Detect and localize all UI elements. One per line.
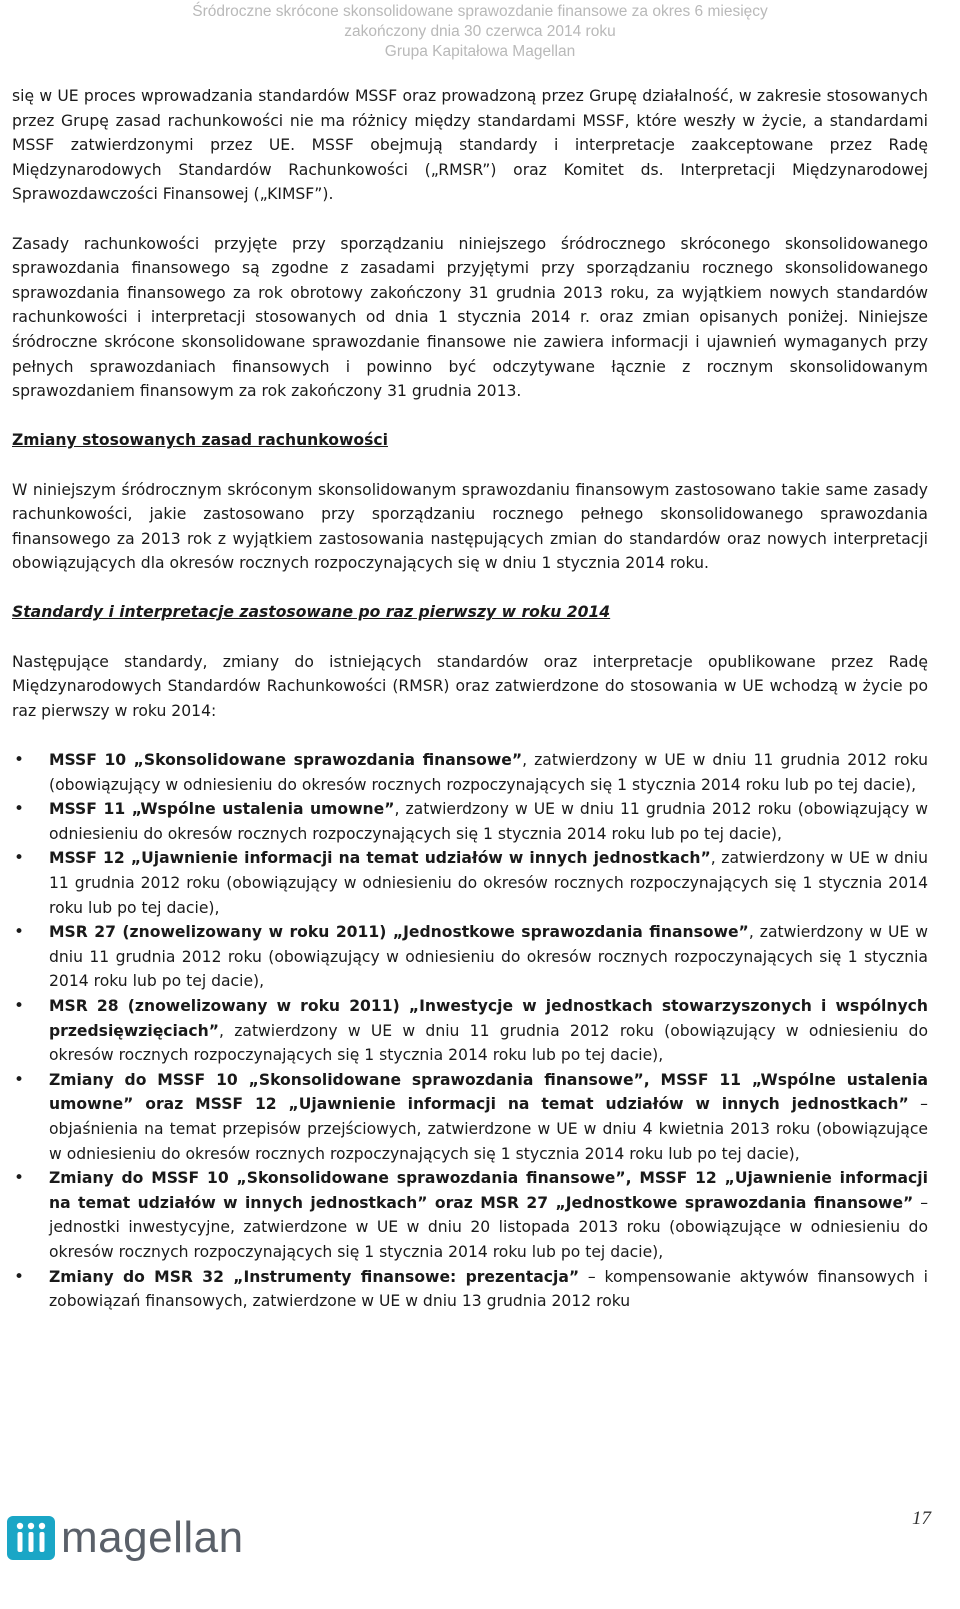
- principles-paragraph: Zasady rachunkowości przyjęte przy sporządzaniu niniejszego śródrocznego skróconego skonsolidowanego sprawozdania finansowego są zgodne z zasadami przyjętymi przy sporządzaniu rocznego skonsolidowanego sprawozdania finansowego za rok obrotowy zakończony 31 grudnia 2013 roku, za wyjątkiem nowych standardów rachunkowości i interpretacji stosowanych od dnia 1 stycznia 2014 r. oraz zmian opisanych poniżej. Niniejsze śródroczne skrócone skonsolidowane sprawozdanie finansowe nie zawiera informacji i ujawnień wymaganych przy pełnych sprawozdaniach finansowych i powinno być odczytywane łącznie z rocznym skonsolidowanym sprawozdaniem finansowym za rok zakończony 31 grudnia 2013.: [12, 234, 928, 401]
- intro-paragraph: się w UE proces wprowadzania standardów MSSF oraz prowadzoną przez Grupę działalność, w zakresie stosowanych przez Grupę zasad rachunkowości nie ma różnicy między standardami MSSF, które weszły w życie, a standardami MSSF zatwierdzonymi przez UE. MSSF obejmują standardy i interpretacje zaakceptowane przez Radę Międzynarodowych Standardów Rachunkowości („RMSR”) oraz Komitet ds. Interpretacji Międzynarodowej Sprawozdawczości Finansowej („KIMSF”).: [12, 87, 928, 204]
- standards-intro: Następujące standardy, zmiany do istniejących standardów oraz interpretacje opublikowane przez Radę Międzynarodowych Standardów Rachunkowości (RMSR) oraz zatwierdzone do stosowania w UE wchodzą w życie po raz pierwszy w roku 2014:: [12, 652, 928, 720]
- header-company: Grupa Kapitałowa Magellan: [384, 43, 576, 60]
- standard-name: MSSF 11 „Wspólne ustalenia umowne”: [49, 800, 395, 819]
- standard-name: MSSF 10 „Skonsolidowane sprawozdania finansowe”: [49, 751, 523, 770]
- standard-name: MSR 27 (znowelizowany w roku 2011) „Jednostkowe sprawozdania finansowe”: [49, 923, 749, 942]
- standard-details: , zatwierdzony w UE w dniu 11 grudnia 2012 roku (obowiązujący w odniesieniu do okresów rocznych rozpoczynających się 1 stycznia 2014 roku lub po tej dacie),: [49, 1021, 928, 1065]
- standard-name: Zmiany do MSSF 10 „Skonsolidowane sprawozdania finansowe”, MSSF 12 „Ujawnienie informacji na temat udziałów w innych jednostkach” oraz MSR 27 „Jednostkowe sprawozdania finansowe”: [49, 1169, 928, 1212]
- magellan-logo-text: magellan: [61, 1513, 244, 1562]
- standard-details: – objaśnienia na temat przepisów przejściowych, zatwierdzone w UE w dniu 4 kwietnia 2013 roku (obowiązujące w odniesieniu do okresów rocznych rozpoczynających się 1 stycznia 2014 roku lub po tej dacie),: [49, 1095, 928, 1163]
- magellan-logo: [7, 1513, 244, 1562]
- standard-details: , zatwierdzony w UE w dniu 11 grudnia 2012 roku (obowiązujący w odniesieniu do okresów rocznych rozpoczynających się 1 stycznia 2014 roku lub po tej dacie),: [49, 923, 928, 991]
- standard-name: MSR 28 (znowelizowany w roku 2011) „Inwestycje w jednostkach stowarzyszonych i wspólnych przedsięwzięciach”: [49, 996, 928, 1040]
- magellan-logo-icon: [7, 1516, 55, 1560]
- list-item: [12, 846, 928, 920]
- standard-details: , zatwierdzony w UE w dniu 11 grudnia 2012 roku (obowiązujący w odniesieniu do okresów rocznych rozpoczynających się 1 stycznia 2014 roku lub po tej dacie),: [49, 800, 928, 843]
- standard-details: , zatwierdzony w UE w dniu 11 grudnia 2012 roku (obowiązujący w odniesieniu do okresów rocznych rozpoczynających się 1 stycznia 2014 roku lub po tej dacie),: [49, 751, 928, 794]
- changes-heading: Zmiany stosowanych zasad rachunkowości: [12, 431, 388, 450]
- changes-paragraph: W niniejszym śródrocznym skróconym skonsolidowanym sprawozdaniu finansowym zastosowano takie same zasady rachunkowości, jakie zastosowano przy sporządzaniu rocznego pełnego skonsolidowanego sprawozdania finansowego za 2013 rok z wyjątkiem zastosowania następujących zmian do standardów oraz nowych interpretacji obowiązujących dla okresów rocznych rozpoczynających się w dniu 1 stycznia 2014 roku.: [12, 480, 928, 573]
- list-item: [12, 1265, 928, 1314]
- list-item: [12, 920, 928, 994]
- list-item: [12, 1068, 928, 1166]
- standard-name: Zmiany do MSSF 10 „Skonsolidowane sprawozdania finansowe”, MSSF 11 „Wspólne ustalenia umowne” oraz MSSF 12 „Ujawnienie informacji na temat udziałów w innych jednostkach”: [49, 1070, 928, 1114]
- list-item: [12, 994, 928, 1068]
- standards-list: [12, 748, 928, 1314]
- list-item: [12, 797, 928, 846]
- standard-details: , zatwierdzony w UE w dniu 11 grudnia 2012 roku (obowiązujący w odniesieniu do okresów rocznych rozpoczynających się 1 stycznia 2014 roku lub po tej dacie),: [49, 849, 929, 917]
- list-item: [12, 748, 928, 797]
- standards-heading: Standardy i interpretacje zastosowane po raz pierwszy w roku 2014: [12, 603, 611, 622]
- page-number: 17: [912, 1508, 931, 1529]
- standard-details: – kompensowanie aktywów finansowych i zobowiązań finansowych, zatwierdzone w UE w dniu 13 grudnia 2012 roku: [49, 1267, 928, 1311]
- list-item: [12, 1166, 928, 1264]
- standard-name: MSSF 12 „Ujawnienie informacji na temat udziałów w innych jednostkach”: [49, 849, 711, 868]
- standard-details: – jednostki inwestycyjne, zatwierdzone w UE w dniu 20 listopada 2013 roku (obowiązujące w odniesieniu do okresów rocznych rozpoczynających się 1 stycznia 2014 roku lub po tej dacie),: [49, 1193, 928, 1261]
- header-period: zakończony dnia 30 czerwca 2014 roku: [344, 23, 616, 40]
- page-header: [0, 2, 960, 62]
- document-body: [12, 84, 928, 1314]
- standard-name: Zmiany do MSR 32 „Instrumenty finansowe: prezentacja”: [49, 1267, 580, 1286]
- header-report-title: Śródroczne skrócone skonsolidowane sprawozdanie finansowe za okres 6 miesięcy: [192, 3, 768, 20]
